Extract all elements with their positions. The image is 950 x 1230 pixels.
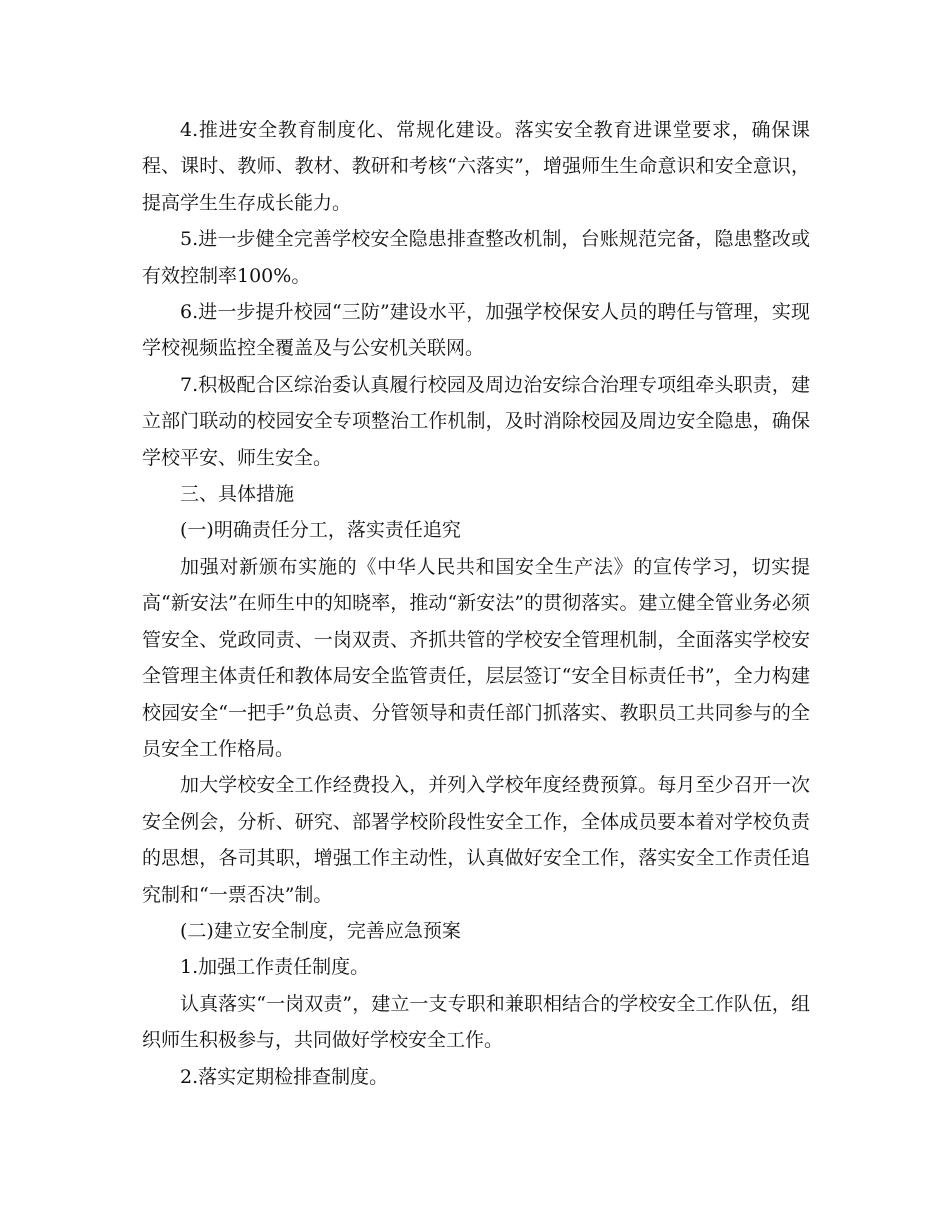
paragraph-safety-law: 加强对新颁布实施的《中华人民共和国安全生产法》的宣传学习，切实提高“新安法”在师生中的知晓率，推动“新安法”的贯彻落实。建立健全管业务必须管安全、党政同责、一岗双责、齐抓共管的学校安全管理机制，全面落实学校安全管理主体责任和教体局安全监管责任，层层签订“安全目标责任书”，全力构建校园安全“一把手”负总责、分管领导和责任部门抓落实、教职员工共同参与的全员安全工作格局。 [142, 555, 810, 760]
section-heading-measures: 三、具体措施 [180, 483, 295, 506]
paragraph-goal-5: 5.进一步健全完善学校安全隐患排查整改机制，台账规范完备，隐患整改或有效控制率100%。 [142, 228, 810, 287]
paragraph-funding: 加大学校安全工作经费投入，并列入学校年度经费预算。每月至少召开一次安全例会，分析、研究、部署学校阶段性安全工作，全体成员要本着对学校负责的思想，各司其职，增强工作主动性，认真做好安全工作，落实安全工作责任追究制和“一票否决”制。 [142, 774, 810, 906]
paragraph-goal-7: 7.积极配合区综治委认真履行校园及周边治安综合治理专项组牵头职责，建立部门联动的校园安全专项整治工作机制，及时消除校园及周边安全隐患，确保学校平安、师生安全。 [142, 373, 810, 469]
document-body [142, 112, 810, 1095]
subheading-safety-system: (二)建立安全制度，完善应急预案 [180, 919, 461, 942]
subheading-responsibility: (一)明确责任分工，落实责任追究 [180, 519, 461, 542]
paragraph-one-post-two-duties: 认真落实“一岗双责”，建立一支专职和兼职相结合的学校安全工作队伍，组织师生积极参与，共同做好学校安全工作。 [142, 992, 810, 1052]
paragraph-goal-6: 6.进一步提升校园“三防”建设水平，加强学校保安人员的聘任与管理，实现学校视频监控全覆盖及与公安机关联网。 [142, 301, 810, 360]
item-responsibility-system: 1.加强工作责任制度。 [180, 956, 370, 979]
paragraph-goal-4: 4.推进安全教育制度化、常规化建设。落实安全教育进课堂要求，确保课程、课时、教师、教材、教研和考核“六落实”，增强师生生命意识和安全意识，提高学生生存成长能力。 [142, 119, 810, 214]
item-periodic-inspection: 2.落实定期检排查制度。 [180, 1065, 389, 1088]
